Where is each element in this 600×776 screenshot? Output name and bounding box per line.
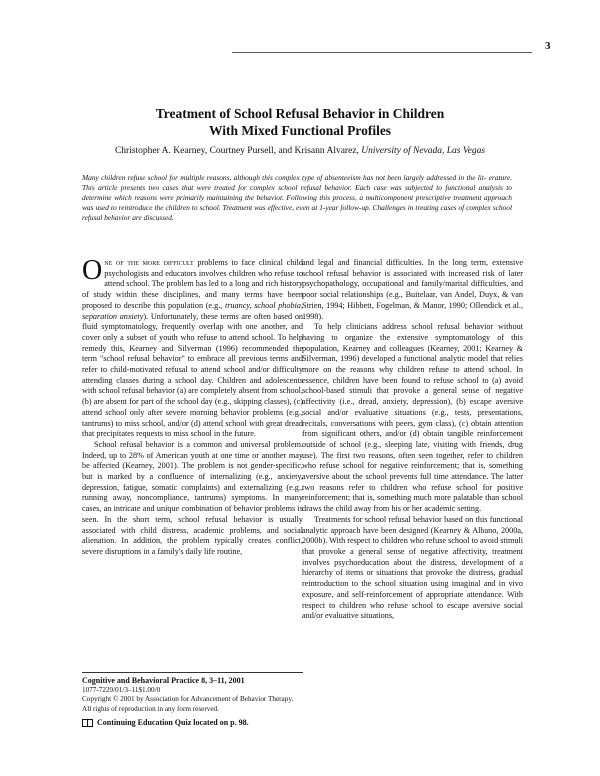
abstract: Many children refuse school for multiple reasons, although this complex type of absenteeism has not been largely addressed in the lit- erature. This article presents two cases that were treated for complex school refusal behavior. Each case was subjected to functional analysis to determine which reasons were primarily maintaining the behavior. Following this process, a multicomponent prescriptive treatment approach was used to reintroduce the children to school. Treatment was effective, even at 1-year follow-up. Challenges in treating cases of complex school refusal behavior are discussed. bbox=[82, 173, 512, 222]
paragraph: To help clinicians address school refusal behavior without having to organize the extensive symptomatology of this population, Kearney and colleagues (Kearney, 2001; Kearney & Silverman, 1996) developed a functional analytic model that relies more on the reasons why children refuse to attend school. In essence, children have been found to refuse school to (a) avoid school-based stimuli that provoke a general sense of negative affectivity (i.e., dread, anxiety, depression), (b) escape aversive social and/or evaluative situations (e.g., tests, presentations, recitals, conversations with peers, gym class), (c) obtain attention from significant others, and/or (d) obtain tangible reinforcement outside of school (e.g., sleeping late, visiting with friends, drug use). The first two reasons, often seen together, refer to children who refuse school for negative reinforcement; that is, something aversive about the school prevents full time attendance. The latter two reasons refer to children who refuse school for positive reinforcement; that is, something much more palatable than school draws the child away from his or her academic setting. bbox=[302, 322, 523, 514]
paragraph: Treatments for school refusal behavior based on this functional analytic approach have been designed (Kearney & Albano, 2000a, 2000b). With respect to children who refuse school to avoid stimuli that provoke a general sense of negative affectivity, treatment involves psychoeducation about the distress, development of a hierarchy of items or situations that provoke the distress, gradual reintroduction to the school situation using imaginal and in vivo exposure, and self-reinforcement of appropriate attendance. With respect to children who refuse school to escape aversive social and/or evaluative situations, bbox=[302, 514, 523, 621]
italic-terms: truancy, school phobia, separation anxiety bbox=[82, 300, 304, 321]
quiz-notice bbox=[82, 718, 303, 728]
right-column bbox=[302, 258, 523, 622]
left-column bbox=[82, 255, 304, 558]
authors: Christopher A. Kearney, Courtney Pursell, and Krisann Alvarez, bbox=[114, 146, 359, 156]
paragraph bbox=[82, 255, 304, 440]
paragraph-text: problems to face clinical child psychologists and educators involves children who refuse to attend school. The problem has led to a long and rich history of study within these disciplines, and many terms have been proposed to describe this population (e.g., bbox=[82, 258, 303, 310]
lead-in: ne of the more difficult bbox=[104, 258, 194, 267]
footer-rule bbox=[82, 672, 303, 673]
header-rule bbox=[232, 52, 532, 53]
quiz-text: Continuing Education Quiz located on p. 98. bbox=[97, 718, 249, 727]
paragraph: and legal and financial difficulties. In the long term, extensive school refusal behavior is associated with increased risk of later psychopathology, occupational and family/marital difficulties, and poor social relationships (e.g., Buitelaar, van Andel, Duyx, & van Strien, 1994; Hibbett, Fogelman, & Manor, 1990; Ollendick et al., 1998). bbox=[302, 258, 523, 321]
paragraph-text: ). Unfortunately, these terms are often based on fluid symptomatology, frequently overlap with one another, and cover only a subset of youth who refuse to attend school. To help remedy this, Kearney and Silverman (1996) recommended the term "school refusal behavior" to embrace all previous terms and refer to child-motivated refusal to attend school and/or difficulty attending classes during a school day. Children and adolescents with school refusal behavior (a) are completely absent from school, (b) are absent for part of the school day (e.g., skipping classes), (c) attend school only after severe morning behavior problems (e.g., tantrums) to miss school, and/or (d) attend school with great dread that precipitates requests to miss school in the future. bbox=[82, 311, 304, 439]
author-line bbox=[0, 146, 600, 156]
journal-citation: Cognitive and Behavioral Practice 8, 3–11, 2001 bbox=[82, 676, 245, 685]
issn: 1077-7229/01/3–11$1.00/0 bbox=[82, 685, 161, 694]
article-title bbox=[0, 105, 600, 139]
drop-cap: O bbox=[82, 255, 103, 286]
footer bbox=[82, 672, 303, 728]
title-line-2: With Mixed Functional Profiles bbox=[208, 123, 392, 138]
paragraph: School refusal behavior is a common and universal problem. Indeed, up to 28% of American youth at one time or another may be affected (Kearney, 2001). The problem is not gender-specific, but is marked by a confluence of internalizing (e.g., anxiety, depression, fatigue, somatic complaints) and externalizing (e.g., running away, noncompliance, tantrums) symptoms. In many cases, an intricate and unique combination of behavior problems is seen. In the short term, school refusal behavior is usually associated with child distress, academic problems, and social alienation. In addition, the problem typically creates conflict, severe disruptions in a family's daily life routine, bbox=[82, 439, 303, 556]
copyright: Copyright © 2001 by Association for Advancement of Behavior Therapy. All rights of reproduction in any form reserved. bbox=[82, 695, 294, 713]
page-number: 3 bbox=[545, 40, 551, 52]
title-line-1: Treatment of School Refusal Behavior in Children bbox=[155, 106, 445, 121]
book-icon bbox=[82, 719, 93, 727]
affiliation: University of Nevada, Las Vegas bbox=[361, 146, 486, 156]
